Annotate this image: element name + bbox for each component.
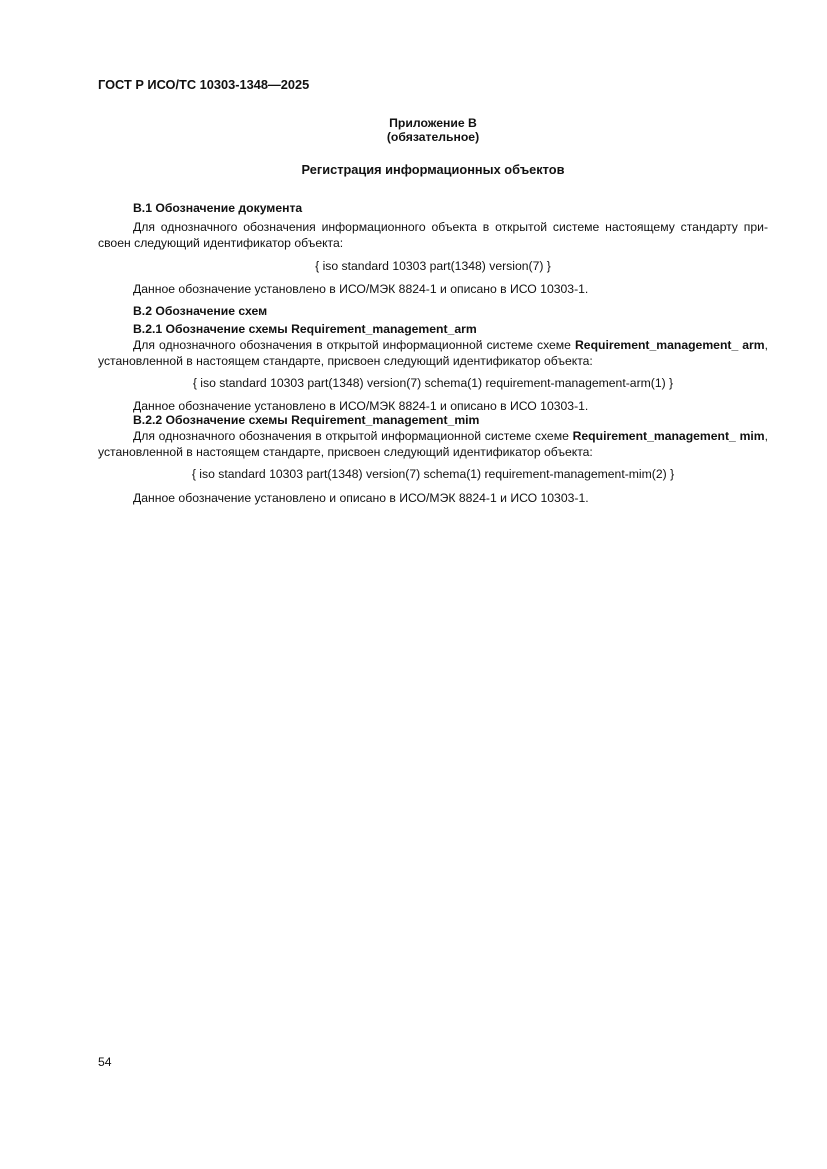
section-b2-heading: В.2 Обозначение схем [133, 304, 268, 318]
page-number: 54 [98, 1055, 112, 1069]
section-b1-identifier: { iso standard 10303 part(1348) version(7) } [315, 259, 551, 273]
annex-title: Регистрация информационных объектов [301, 162, 565, 177]
section-b1-heading: В.1 Обозначение документа [133, 201, 303, 215]
section-b1-note: Данное обозначение установлено в ИСО/МЭК 8824-1 и описано в ИСО 10303-1. [133, 282, 589, 296]
section-b22-paragraph [98, 428, 768, 460]
para-text: , установленной в настоящем стандарте, присвоен следующий идентификатор объекта: [98, 338, 769, 368]
schema-name: Requirement_management_ [572, 429, 736, 443]
section-b22-note: Данное обозначение установлено и описано в ИСО/МЭК 8824-1 и ИСО 10303-1. [133, 491, 589, 505]
section-b21-identifier: { iso standard 10303 part(1348) version(7) schema(1) requirement-management-arm(1) } [192, 376, 674, 390]
section-b22-heading: В.2.2 Обозначение схемы Requirement_management_mim [133, 413, 480, 427]
section-b21-heading: В.2.1 Обозначение схемы Requirement_management_arm [133, 322, 477, 336]
schema-name: Requirement_management_ [575, 338, 739, 352]
para-text: , установленной в настоящем стандарте, присвоен следующий идентификатор объекта: [98, 429, 769, 459]
document-code: ГОСТ Р ИСО/ТС 10303-1348—2025 [98, 77, 310, 92]
annex-label: Приложение В [389, 116, 477, 130]
section-b21-paragraph [98, 337, 768, 369]
section-b22-identifier: { iso standard 10303 part(1348) version(7) schema(1) requirement-management-mim(2) } [191, 467, 675, 481]
schema-name-suffix: mim [739, 429, 765, 443]
para-text: Для однозначного обозначения в открытой информационной системе схеме [133, 429, 573, 443]
schema-name-suffix: arm [742, 338, 765, 352]
para-text: Для однозначного обозначения в открытой информационной системе схеме [133, 338, 575, 352]
section-b1-paragraph: Для однозначного обозначения информационного объекта в открытой системе настоящему стандарту присвоен следующий идентификатор объекта: [98, 220, 768, 250]
annex-status: (обязательное) [386, 130, 480, 144]
section-b21-note: Данное обозначение установлено в ИСО/МЭК 8824-1 и описано в ИСО 10303-1. [133, 399, 589, 413]
